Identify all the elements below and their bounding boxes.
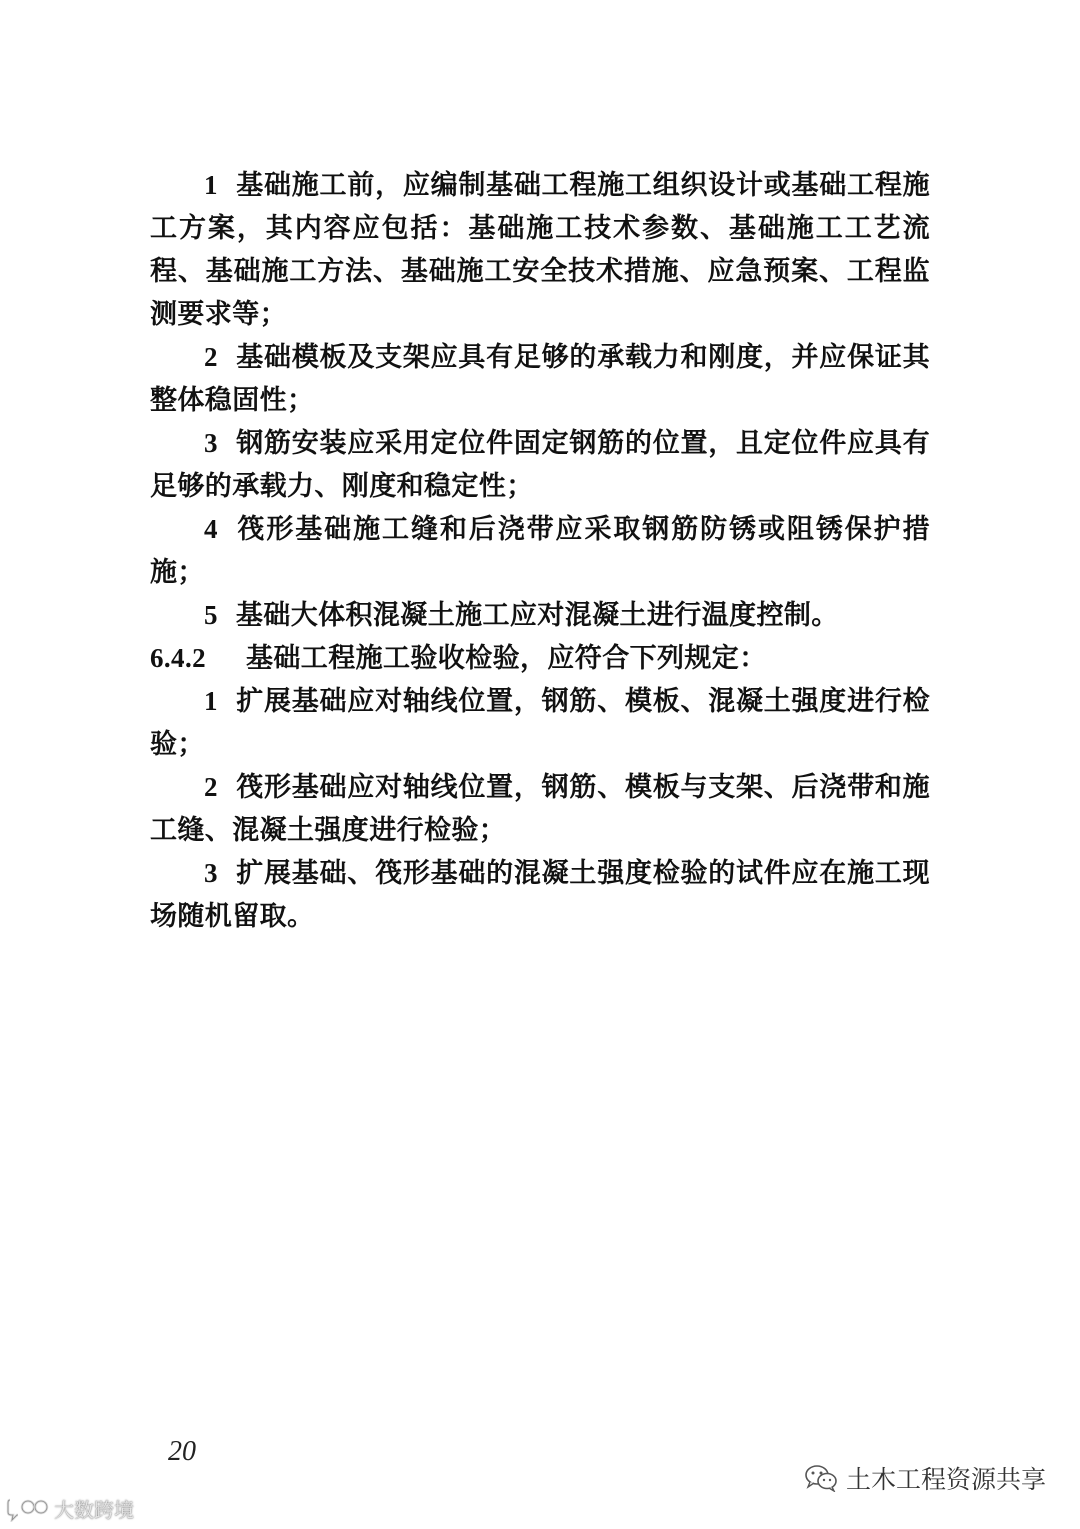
document-body xyxy=(150,164,930,938)
clause-number: 6.4.2 xyxy=(150,643,206,673)
item-number: 3 xyxy=(204,428,218,458)
item-number: 1 xyxy=(204,686,218,716)
item-text: 基础大体积混凝土施工应对混凝土进行温度控制。 xyxy=(235,600,839,631)
watermark-left-text: 大数跨境 xyxy=(54,1498,134,1522)
speech-bubble-logo-icon xyxy=(6,1496,50,1522)
sub-item-2 xyxy=(150,766,930,852)
item-1 xyxy=(150,164,930,336)
watermark-left xyxy=(6,1494,134,1523)
item-text: 扩展基础应对轴线位置，钢筋、模板、混凝土强度进行检验； xyxy=(150,686,930,760)
wechat-icon xyxy=(804,1464,838,1492)
item-number: 2 xyxy=(204,342,218,372)
item-text: 筏形基础应对轴线位置，钢筋、模板与支架、后浇带和施工缝、混凝土强度进行检验； xyxy=(150,772,930,846)
page-number: 20 xyxy=(168,1436,196,1467)
sub-item-1 xyxy=(150,680,930,766)
item-text: 基础施工前，应编制基础工程施工组织设计或基础工程施工方案，其内容应包括：基础施工技术参数、基础施工工艺流程、基础施工方法、基础施工安全技术措施、应急预案、工程监测要求等； xyxy=(150,170,930,330)
item-text: 钢筋安装应采用定位件固定钢筋的位置，且定位件应具有足够的承载力、刚度和稳定性； xyxy=(150,428,930,502)
item-text: 筏形基础施工缝和后浇带应采取钢筋防锈或阻锈保护措施； xyxy=(150,514,930,588)
item-number: 1 xyxy=(204,170,218,200)
watermark-right-text: 土木工程资源共享 xyxy=(845,1465,1046,1494)
sub-item-3 xyxy=(150,852,930,938)
clause-6-4-2 xyxy=(150,637,930,680)
item-3 xyxy=(150,422,930,508)
item-number: 5 xyxy=(204,600,218,630)
item-5 xyxy=(150,594,930,637)
item-4 xyxy=(150,508,930,594)
item-number: 2 xyxy=(204,772,218,802)
item-number: 4 xyxy=(204,514,218,544)
item-text: 基础模板及支架应具有足够的承载力和刚度，并应保证其整体稳固性； xyxy=(150,342,930,416)
item-number: 3 xyxy=(204,858,218,888)
item-2 xyxy=(150,336,930,422)
watermark-right xyxy=(804,1460,1046,1496)
clause-text: 基础工程施工验收检验，应符合下列规定： xyxy=(246,643,767,674)
item-text: 扩展基础、筏形基础的混凝土强度检验的试件应在施工现场随机留取。 xyxy=(150,858,930,932)
